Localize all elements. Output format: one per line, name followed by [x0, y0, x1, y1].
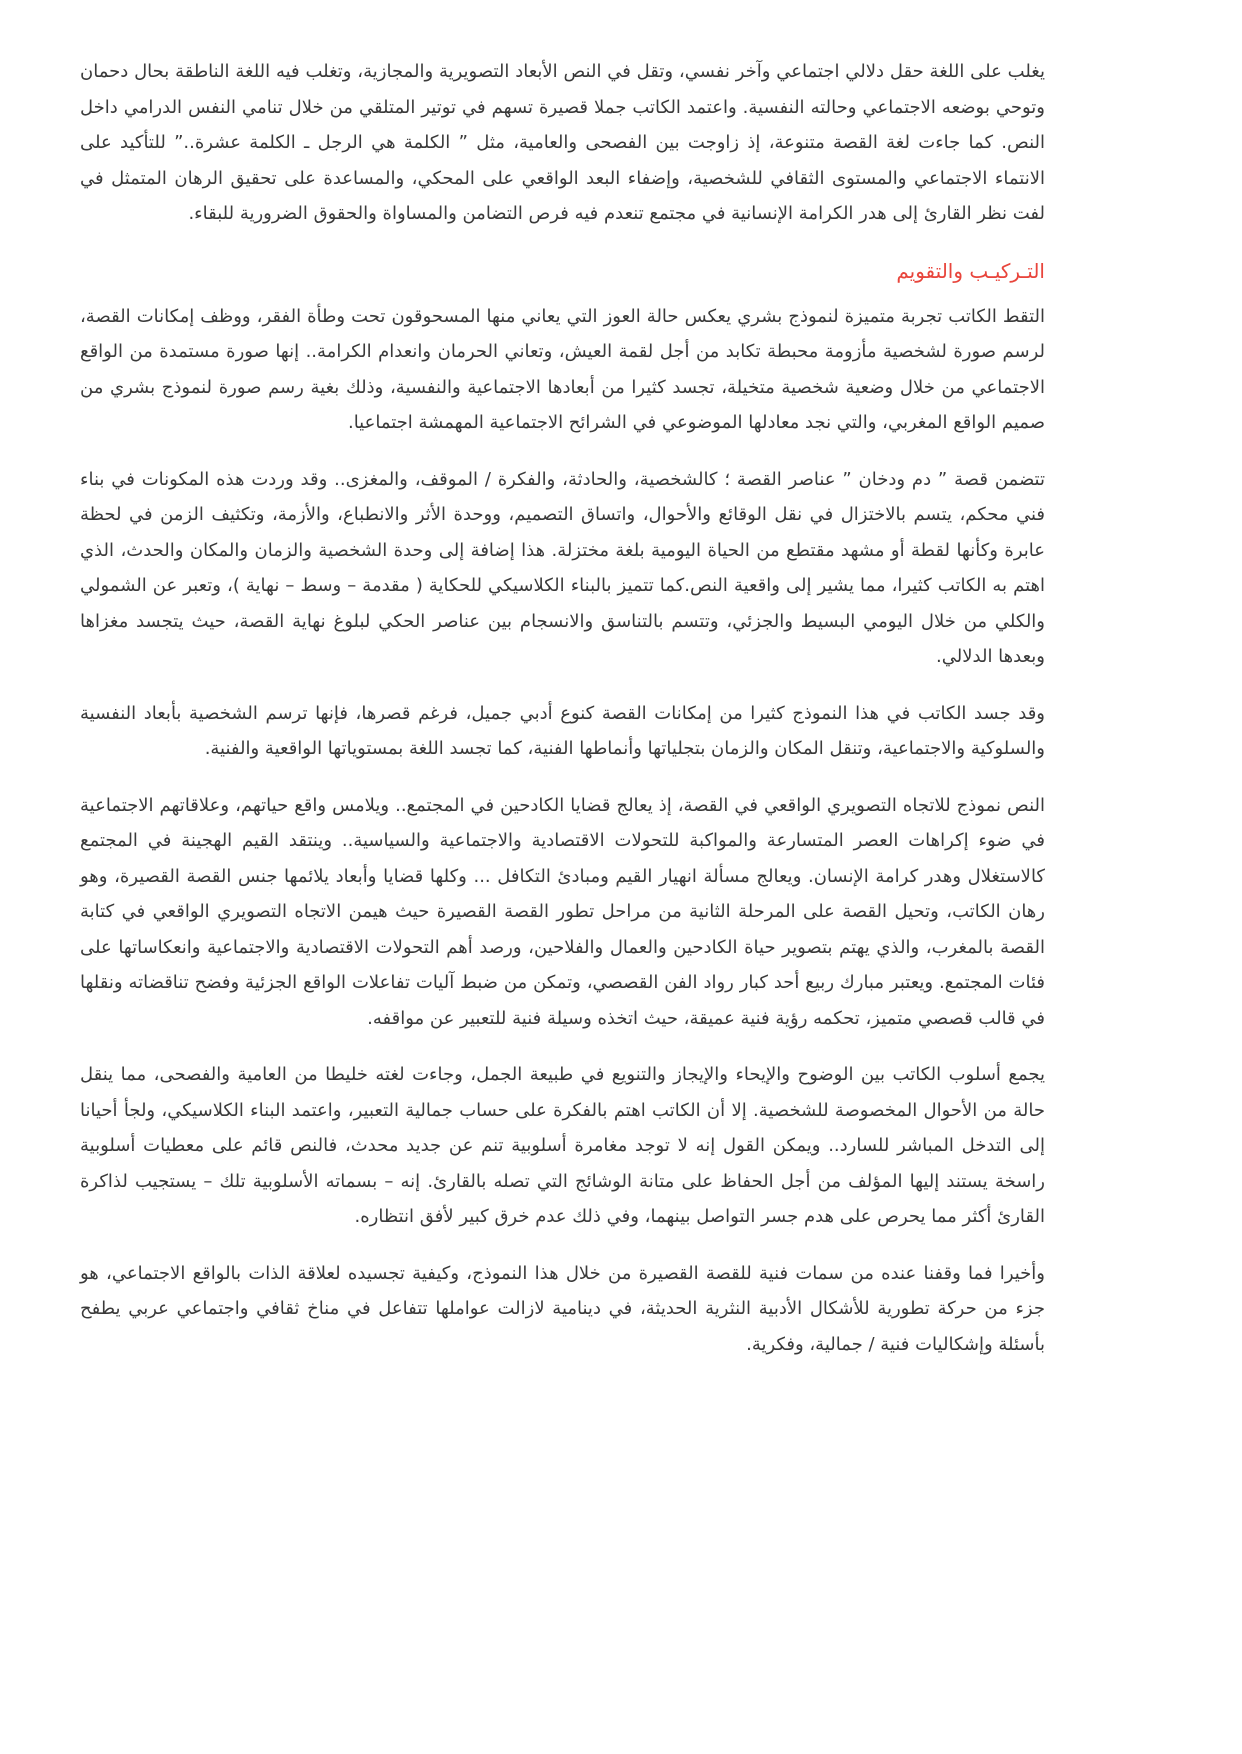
body-paragraph-6: وأخيرا فما وقفنا عنده من سمات فنية للقصة القصيرة من خلال هذا النموذج، وكيفية تجسيده لعلاقة الذات بالواقع الاجتماعي، هو جزء من حركة تطورية للأشكال الأدبية النثرية الحديثة، في دينامية لازالت عواملها تتفاعل في مناخ ثقافي واجتماعي عربي يطفح بأسئلة وإشكاليات فنية / جمالية، وفكرية.	[80, 1262, 1045, 1355]
body-paragraph-1: التقط الكاتب تجربة متميزة لنموذج بشري يعكس حالة العوز التي يعاني منها المسحوقون تحت وطأة الفقر، ووظف إمكانات القصة، لرسم صورة لشخصية مأزومة محبطة تكابد من أجل لقمة العيش، وتعاني الحرمان وانعدام الكرامة.. إنها صورة مستمدة من الواقع الاجتماعي من خلال وضعية شخصية متخيلة، تجسد كثيرا من أبعادها الاجتماعية والنفسية، وذلك بغية رسم صورة لنموذج بشري من صميم الواقع المغربي، والتي نجد معادلها الموضوعي في الشرائح الاجتماعية المهمشة اجتماعيا.	[80, 305, 1045, 433]
body-paragraph-5: يجمع أسلوب الكاتب بين الوضوح والإيحاء والإيجاز والتنويع في طبيعة الجمل، وجاءت لغته خليطا من العامية والفصحى، مما ينقل حالة من الأحوال المخصوصة للشخصية. إلا أن الكاتب اهتم بالفكرة على حساب جمالية التعبير، واعتمد البناء الكلاسيكي، ولجأ أحيانا إلى التدخل المباشر للسارد.. ويمكن القول إنه لا توجد مغامرة أسلوبية تنم عن جديد محدث، فالنص قائم على معطيات أسلوبية راسخة يستند إليها المؤلف من أجل الحفاظ على متانة الوشائج التي تصله بالقارئ. إنه – بسماته الأسلوبية تلك – يستجيب لذاكرة القارئ أكثر مما يحرص على هدم جسر التواصل بينهما، وفي ذلك عدم خرق كبير لأفق انتظاره.	[80, 1064, 1045, 1227]
body-paragraph-3: وقد جسد الكاتب في هذا النموذج كثيرا من إمكانات القصة كنوع أدبي جميل، فرغم قصرها، فإنها ترسم الشخصية بأبعاد النفسية والسلوكية والاجتماعية، وتنقل المكان والزمان بتجلياتها وأنماطها الفنية، كما تجسد اللغة بمستوياتها الواقعية والفنية.	[80, 702, 1045, 759]
section-heading: التـركيـب والتقويم	[896, 258, 1045, 283]
body-paragraph-2: تتضمن قصة ” دم ودخان ” عناصر القصة ؛ كالشخصية، والحادثة، والفكرة / الموقف، والمغزى.. وقد وردت هذه المكونات في بناء فني محكم، يتسم بالاختزال في نقل الوقائع والأحوال، واتساق التصميم، ووحدة الأثر والانطباع، والأزمة، وتكثيف الزمن في لحظة عابرة وكأنها لقطة أو مشهد مقتطع من الحياة اليومية بلغة مختزلة. هذا إضافة إلى وحدة الشخصية والزمان والمكان والحدث، الذي اهتم به الكاتب كثيرا، مما يشير إلى واقعية النص.كما تتميز بالبناء الكلاسيكي للحكاية ( مقدمة – وسط – نهاية )، وتعبر عن الشمولي والكلي من خلال اليومي البسيط والجزئي، وتتسم بالتناسق والانسجام بين عناصر الحكي لبلوغ نهاية القصة، حيث يتجسد مغزاها وبعدها الدلالي.	[80, 468, 1045, 667]
body-paragraph-4: النص نموذج للاتجاه التصويري الواقعي في القصة، إذ يعالج قضايا الكادحين في المجتمع.. ويلامس واقع حياتهم، وعلاقاتهم الاجتماعية في ضوء إكراهات العصر المتسارعة والمواكبة للتحولات الاقتصادية والاجتماعية والسياسية.. وينتقد القيم الهجينة في المجتمع كالاستغلال وهدر كرامة الإنسان. ويعالج مسألة انهيار القيم ومبادئ التكافل ... وكلها قضايا وأبعاد يلائمها جنس القصة القصيرة، وهو رهان الكاتب، وتحيل القصة على المرحلة الثانية من مراحل تطور القصة القصيرة حيث هيمن الاتجاه التصويري الواقعي في كتابة القصة بالمغرب، والذي يهتم بتصوير حياة الكادحين والعمال والفلاحين، ورصد أهم التحولات الاقتصادية والاجتماعية وانعكاساتها على فئات المجتمع. ويعتبر مبارك ربيع أحد كبار رواد الفن القصصي، وتمكن من ضبط آليات تفاعلات الواقع الجزئية وفضح تناقضاته ونقلها في قالب قصصي متميز، تحكمه رؤية فنية عميقة، حيث اتخذه وسيلة فنية للتعبير عن مواقفه.	[80, 794, 1045, 1029]
intro-paragraph: يغلب على اللغة حقل دلالي اجتماعي وآخر نفسي، وتقل في النص الأبعاد التصويرية والمجازية، وتغلب فيه اللغة الناطقة بحال دحمان وتوحي بوضعه الاجتماعي وحالته النفسية. واعتمد الكاتب جملا قصيرة تسهم في توتير المتلقي من خلال تنامي النفس الدرامي داخل النص. كما جاءت لغة القصة متنوعة، إذ زاوجت بين الفصحى والعامية، مثل ” الكلمة هي الرجل ـ الكلمة عشرة..” للتأكيد على الانتماء الاجتماعي والمستوى الثقافي للشخصية، وإضفاء البعد الواقعي على المحكي، والمساعدة على تحقيق الرهان المتمثل في لفت نظر القارئ إلى هدر الكرامة الإنسانية في مجتمع تنعدم فيه فرص التضامن والمساواة والحقوق الضرورية للبقاء.	[80, 61, 1045, 224]
